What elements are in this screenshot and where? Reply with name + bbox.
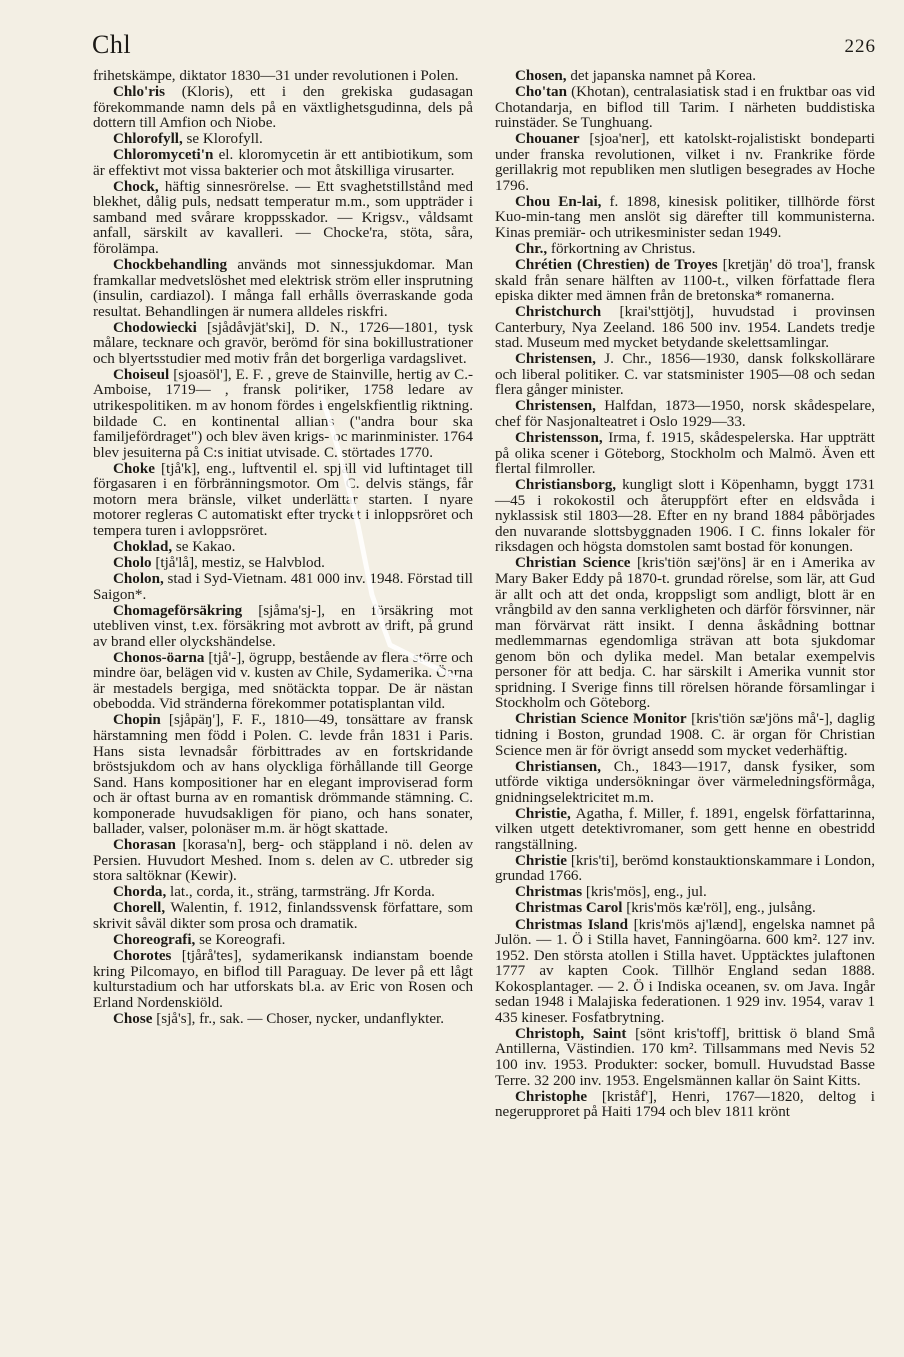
entry-text: [korasa'n], berg- och stäppland i nö. delen av Persien. Huvudort Meshed. Inom s. delen av C. utbreder sig stora saltöknar (Kewir). [93, 837, 473, 885]
dictionary-entry [93, 368, 473, 461]
dictionary-entry [495, 132, 875, 194]
dictionary-entry [495, 242, 875, 258]
dictionary-entry [93, 556, 473, 572]
entry-text: används mot sinnessjukdomar. Man framkallar medvetslöshet med elektrisk ström eller insprutning (insulin, cardiazol). I många fall erhålls överraskande goda resultat. Behandlingen är numera alldeles riskfri. [93, 257, 473, 320]
entry-headword: Christmas Carol [515, 900, 623, 917]
entry-text: [sjåma'sj-], en försäkring mot utebliven vinst, t.ex. försäkring mot avbrott av drift, på grund av brand eller olyckshändelse. [93, 602, 473, 650]
entry-headword: Chose [113, 1010, 153, 1027]
dictionary-entry [93, 838, 473, 885]
dictionary-entry [93, 651, 473, 713]
entry-headword: Christensen, [515, 351, 596, 368]
entry-text: [kris'tiön sæ'jöns må'-], daglig tidning i Boston, grundad 1908. C. är organ för Christian Science men är för övrigt ansedd som mycket vederhäftig. [495, 711, 876, 759]
entry-headword: Christiansborg, [515, 477, 617, 494]
dictionary-entry [495, 885, 875, 901]
entry-headword: Christie, [515, 805, 571, 822]
dictionary-entry [93, 901, 473, 932]
entry-headword: Chorda, [113, 884, 167, 901]
dictionary-entry [495, 431, 875, 478]
entry-headword: Christensen, [515, 398, 596, 415]
entry-text: Agatha, f. Miller, f. 1891, engelsk författarinna, vilken utgett detektivromaner, som gett henne en obestridd rangställning. [495, 805, 875, 853]
entry-text: se Koreografi. [195, 932, 286, 949]
entry-headword: Christoph, Saint [515, 1025, 627, 1042]
entry-text: [sönt kris'toff], brittisk ö bland Små Antillerna, Västindien. 170 km². Tillsammans med Nevis 52 100 inv. 1953. Produkter: socker, bomull. Huvudstad Basse Terre. 32 200 inv. 1953. Engelsmännen kallar ön Saint Kitts. [495, 1025, 875, 1089]
dictionary-entry [495, 85, 875, 132]
entry-headword: Cholon, [113, 571, 164, 587]
entry-headword: Chockbehandling [113, 257, 228, 274]
entry-text: [tjå'k], eng., luftventil el. spjäll vid luftintaget till förgasaren i en förbränningsmotor. Om C. delvis stängs, får motorn mera bränsle, vilket underlättar starten. I nyare motorer regleras C automatiskt efter trycket i inloppsröret och tempera turen i avloppsröret. [93, 460, 473, 539]
entry-headword: Choiseul [113, 366, 170, 383]
entry-headword: Chosen, [515, 68, 567, 84]
entry-headword: Christmas Island [515, 916, 628, 933]
entry-text: [kris'mös], eng., jul. [582, 884, 707, 901]
dictionary-entry [93, 885, 473, 901]
entry-headword: Chou En-lai, [515, 193, 602, 210]
dictionary-entry [495, 478, 875, 556]
entry-text: se Klorofyll. [182, 131, 263, 148]
entry-headword: Christophe [515, 1088, 588, 1105]
entry-text: [tjå'-], ögrupp, bestående av flera större och mindre öar, belägen vid v. kusten av Chile, Sydamerika. Öarna är mestadels bergiga, med snötäckta toppar. De är nästan obebodda. Vid stränderna förekommer potatisplantan vild. [93, 649, 473, 713]
dictionary-entry [93, 572, 473, 603]
entry-headword: Chr., [515, 241, 548, 258]
entry-text: Halfdan, 1873—1950, norsk skådespelare, chef för Nasjonalteatret i Oslo 1929—33. [495, 398, 875, 431]
entry-headword: Chonos-öarna [113, 649, 205, 666]
entry-headword: Chlorofyll, [113, 131, 183, 148]
entry-text: [kris'mös kæ'röl], eng., julsång. [622, 900, 816, 917]
entry-text: Ch., 1843—1917, dansk fysiker, som utförde viktiga undersökningar över värmeledningsförmåga, gnidningselektricitet m.m. [495, 758, 875, 806]
dictionary-entry [495, 69, 875, 85]
entry-text: Walentin, f. 1912, finlandssvensk författare, som skrivit såväl dikter som prosa och dramatik. [93, 900, 473, 933]
entry-headword: Christiansen, [515, 758, 601, 775]
entry-text: [kriståf'], Henri, 1767—1820, deltog i negerupproret på Haiti 1794 och blev 1811 krönt [495, 1088, 875, 1121]
entry-headword: Chorotes [113, 948, 172, 965]
dictionary-entry [495, 760, 875, 807]
dictionary-entry [495, 854, 875, 885]
entry-text: frihetskämpe, diktator 1830—31 under revolutionen i Polen. [93, 68, 459, 84]
entry-headword: Chomageförsäkring [113, 602, 243, 619]
dictionary-entry [93, 180, 473, 258]
entry-headword: Christmas [515, 884, 583, 901]
dictionary-entry [93, 69, 473, 85]
entry-text: [krai'sttjötj], huvudstad i provinsen Canterbury, Nya Zeeland. 186 500 inv. 1954. Landets tredje stad. Museum med mycket betydande skelettsamlingar. [495, 304, 875, 352]
entry-text: lat., corda, it., sträng, tarmsträng. Jfr Korda. [166, 884, 435, 901]
left-column [93, 69, 473, 1028]
entry-headword: Chlo'ris [113, 84, 165, 101]
page-number: 226 [844, 36, 876, 57]
entry-headword: Choklad, [113, 538, 173, 555]
entry-text: häftig sinnesrörelse. — Ett svaghetstillstånd med blekhet, dålig puls, nedsatt temperatur m.m., som uppträder i samband med svårare kroppsskador. — Krigsv., våldsamt anfall, särskilt av kavalleri. — Chocke'ra, stöta, såra, förolämpa. [93, 178, 473, 258]
dictionary-entry [495, 556, 875, 711]
dictionary-entry [93, 713, 473, 837]
dictionary-entry [93, 321, 473, 368]
dictionary-entry [93, 933, 473, 949]
entry-text: [sjåpäŋ'], F. F., 1810—49, tonsättare av fransk härstamning men född i Polen. C. levde från 1831 i Paris. Hans sista levnadsår förbittrades av en fortskridande bröstsjukdom och av hans olyckliga förhållande till George Sand. Hans kompositioner har en elegant improviserad form och är oftast burna av en romantisk drömmande stämning. C. komponerade huvudsakligen för piano, och hans sonater, ballader, valser, polonäser m.m. är högt skattade. [93, 712, 473, 838]
dictionary-entry [93, 604, 473, 651]
entry-text: [sjoasöl'], E. F. , greve de Stainville, hertig av C.-Amboise, 1719— , fransk politiker, 1758 ledare av utrikespolitiken. m av honom fördes i engelskfientlig riktning. bildade C. en kontinental allians ("andra bour ska familjefördraget") och blev även krigs- oc marinminister. 1764 blev jesuiterna på C:s initiat utvisade. C. störtades 1770. [93, 366, 473, 461]
dictionary-entry [495, 1027, 875, 1089]
dictionary-entry [495, 1090, 875, 1121]
entry-text: Irma, f. 1915, skådespelerska. Har uppträtt på olika scener i Göteborg, Stockholm och Malmö. Även ett flertal filmroller. [495, 430, 875, 478]
entry-text: stad i Syd-Vietnam. 481 000 inv. 1948. Förstad till Saigon*. [93, 571, 473, 603]
entry-text: [kretjäŋ' dö troa'], fransk skald från senare hälften av 1100-t., vilken författade flera episka dikter med ämnen från de bretonska* romanerna. [495, 257, 875, 305]
entry-headword: Chock, [113, 178, 159, 195]
dictionary-entry [93, 148, 473, 179]
entry-headword: Cholo [113, 554, 152, 571]
entry-headword: Chorasan [113, 837, 176, 854]
entry-text: [sjå's], fr., sak. — Choser, nycker, undanflykter. [152, 1010, 444, 1027]
right-column [495, 69, 875, 1121]
entry-headword: Chopin [113, 712, 161, 729]
entry-headword: Cho'tan [515, 84, 568, 101]
dictionary-entry [93, 1012, 473, 1028]
entry-text: J. Chr., 1856—1930, dansk folkskollärare och liberal politiker. C. var statsminister 1905—08 och sedan flera gånger minister. [495, 351, 875, 399]
entry-headword: Choreografi, [113, 932, 196, 949]
dictionary-entry [93, 132, 473, 148]
dictionary-entry [495, 807, 875, 854]
entry-headword: Choke [113, 460, 155, 477]
entry-headword: Christian Science Monitor [515, 711, 687, 728]
dictionary-entry [495, 399, 875, 430]
dictionary-entry [495, 352, 875, 399]
dictionary-entry [93, 258, 473, 320]
dictionary-entry [93, 85, 473, 132]
entry-text: [kris'mös aj'lænd], engelska namnet på Julön. — 1. Ö i Stilla havet, Fanningöarna. 600 km². 127 inv. 1952. Den största atollen i Stilla havet. Upptäcktes julaftonen 1777 av kapten Cook. Tillhör England sedan 1888. Kokosplantager. — 2. Ö i Indiska oceanen, sv. om Java. Ingår sedan 1948 i Malajiska federationen. 1 929 inv. 1954, varav 1 435 kineser. Fosfatbrytning. [495, 916, 875, 1026]
dictionary-entry [495, 258, 875, 305]
dictionary-entry [495, 918, 875, 1027]
entry-text: (Khotan), centralasiatisk stad i en fruktbar oas vid Chotandarja, en biflod till Tarim. I närheten buddistiska ruinstäder. Se Tunghuang. [495, 84, 875, 132]
dictionary-entry [93, 949, 473, 1011]
entry-headword: Chodowiecki [113, 319, 197, 336]
entry-text: [tjå'lå], mestiz, se Halvblod. [151, 554, 325, 571]
entry-headword: Christie [515, 852, 567, 869]
entry-headword: Chouaner [515, 131, 580, 148]
dictionary-entry [495, 195, 875, 242]
dictionary-entry [93, 540, 473, 556]
page-header [92, 30, 876, 70]
entry-text: [tjårå'tes], sydamerikansk indianstam boende kring Pilcomayo, en biflod till Paraguay. De lever på ett lågt kulturstadium och har utforskats bl.a. av Eric von Rosen och Erland Nordenskiöld. [93, 948, 473, 1011]
entry-text: (Kloris), ett i den grekiska gudasagan förekommande namn dels på en växtlighetsgudinna, dels på dottern till Amfion och Niobe. [93, 84, 473, 132]
entry-text: se Kakao. [172, 538, 236, 555]
entry-text: det japanska namnet på Korea. [566, 68, 757, 84]
entry-text: [sjådåvjät'ski], D. N., 1726—1801, tysk målare, tecknare och gravör, berömd för sina bokillustrationer och blyertsstudier med motiv från det borgerliga vardagslivet. [93, 319, 473, 367]
dictionary-entry [93, 462, 473, 540]
dictionary-entry [495, 901, 875, 917]
dictionary-entry [495, 712, 875, 759]
entry-text: [kris'ti], berömd konstauktionskammare i London, grundad 1766. [495, 852, 875, 885]
entry-text: [sjoa'ner], ett katolskt-rojalistiskt bondeparti under franska revolutionen, vilket i nv. Frankrike förde gerillakrig mot republiken men slutligen besegrades av Hoche 1796. [495, 131, 875, 194]
entry-text: [kris'tiön sæj'öns] är en i Amerika av Mary Baker Eddy på 1870-t. grundad rörelse, som lär, att Gud är allt och att det onda, kroppsligt som andligt, blott är en vrångbild av den sanna verkligheten och därför försvinner, när man förvärvat rätt insikt. I denna åskådning bottnar medlemmarnas egendomliga strävan att bota sjukdomar genom bön och dylika medel. Man betalar exempelvis personer för att bedja. C. har särskilt i Amerika vunnit stor spridning. I Sverige finns till rörelsen hörande församlingar i Stockholm och Göteborg. [495, 555, 876, 712]
entry-headword: Christian Science [515, 555, 631, 572]
entry-text: förkortning av Christus. [547, 241, 696, 258]
entry-headword: Christchurch [515, 304, 602, 321]
entry-headword: Christensson, [515, 430, 603, 447]
entry-headword: Chorell, [113, 900, 166, 917]
dictionary-entry [495, 305, 875, 352]
guide-word: Chl [92, 30, 132, 59]
entry-headword: Chloromyceti'n [113, 147, 214, 164]
entry-text: f. 1898, kinesisk politiker, tillhörde först Kuo-min-tang men anslöt sig därefter till kommunisterna. Kinas premiär- och utrikesminister sedan 1949. [495, 193, 875, 241]
entry-headword: Chrétien (Chrestien) de Troyes [515, 257, 718, 274]
entry-text: kungligt slott i Köpenhamn, byggt 1731—45 i rokokostil och återuppfört efter en eldsvåda i nyklassisk stil 1803—28. Efter en ny brand 1884 påbörjades den nuvarande slottsbyggnaden 1906. I C. finns lokaler för riksdagen och högsta domstolen samt bostad för konungen. [495, 477, 875, 556]
entry-text: el. kloromycetin är ett antibiotikum, som är effektivt mot vissa bakterier och mot åtskilliga virusarter. [93, 147, 473, 179]
